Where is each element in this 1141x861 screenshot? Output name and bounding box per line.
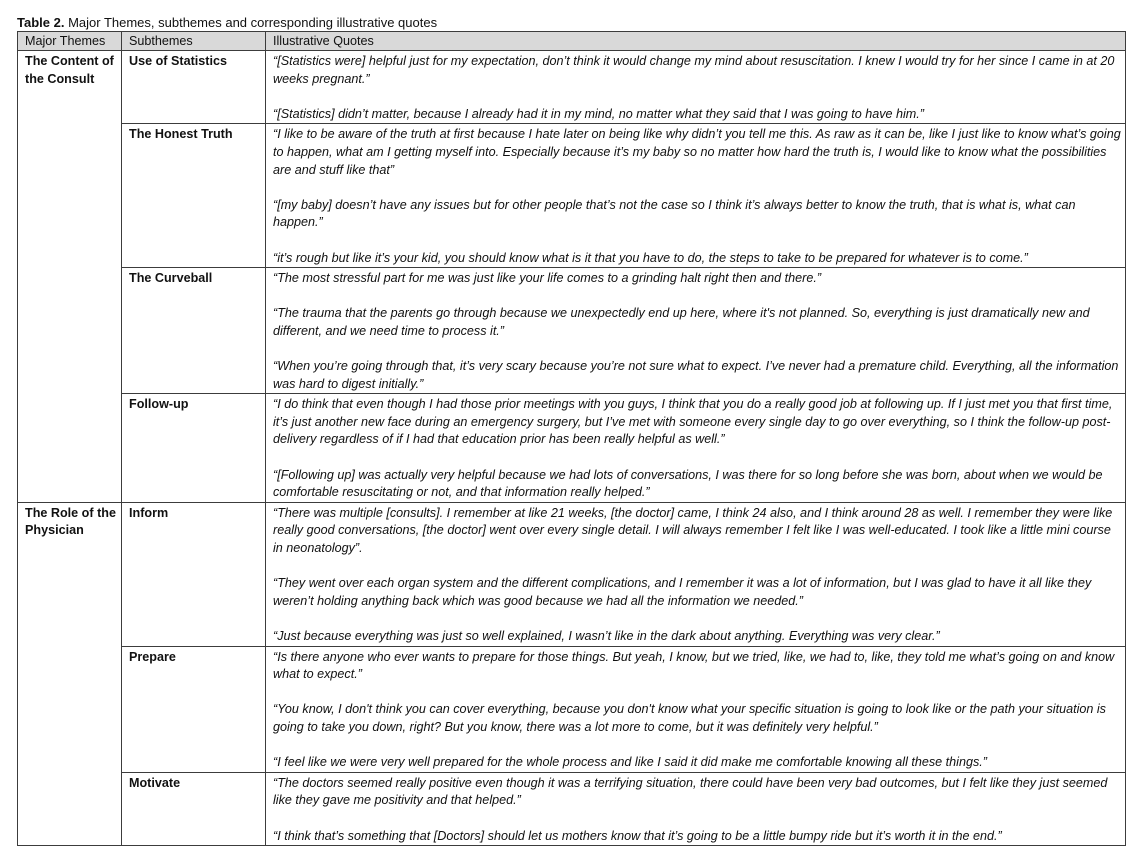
illustrative-quote: “I think that’s something that [Doctors] should let us mothers know that it’s going to be a little bumpy ride but it’s worth it in the end.”	[273, 828, 1002, 843]
illustrative-quote: “There was multiple [consults]. I remember at like 21 weeks, [the doctor] came, I think 24 also, and I think around 28 as well. I remember they were like really good conversations, [the doctor] went over every single detail. I will always remember I felt like I was well-educated. I took like a little mini course in neonatology”.	[273, 505, 1113, 556]
illustrative-quote: “[Statistics were] helpful just for my expectation, don’t think it would change my mind about resuscitation. I knew I would try for her since I came in at 20 weeks pregnant.”	[273, 54, 1115, 86]
illustrative-quote: “I like to be aware of the truth at first because I hate later on being like why didn’t you tell me this. As raw as it can be, like I just like to know what’s going to happen, what am I getting myself into. Especially because it’s my baby so no matter how hard the truth is, I would like to know what the possibilities are and stuff like that”	[273, 127, 1121, 177]
subtheme-cell: The Honest Truth	[122, 124, 266, 268]
table-row	[18, 394, 1126, 503]
quotes-cell	[266, 772, 1126, 845]
quotes-cell	[266, 51, 1126, 124]
table-body	[18, 51, 1126, 846]
illustrative-quote: “it’s rough but like it’s your kid, you should know what is it that you have to do, the steps to take to be prepared for whatever is to come.”	[273, 250, 1028, 265]
header-subthemes: Subthemes	[122, 32, 266, 51]
subtheme-cell: The Curveball	[122, 268, 266, 394]
themes-table	[17, 31, 1126, 846]
illustrative-quote: “You know, I don't think you can cover everything, because you don't know what your specific situation is going to look like or the path your situation is going to take you down, right? But you know, there was a lot more to come, but it was definitely very helpful.”	[273, 702, 1106, 734]
quotes-cell	[266, 502, 1126, 646]
subtheme-cell: Inform	[122, 502, 266, 646]
quotes-cell	[266, 394, 1126, 503]
table-header-row	[18, 32, 1126, 51]
quotes-cell	[266, 268, 1126, 394]
illustrative-quote: “They went over each organ system and the different complications, and I remember it was a lot of information, but I was glad to have it all like they weren’t holding anything back which was good because we had all the information we needed.”	[273, 576, 1092, 608]
subtheme-cell: Follow-up	[122, 394, 266, 503]
illustrative-quote: “I feel like we were very well prepared for the whole process and like I said it did make me comfortable knowing all these things.”	[273, 755, 987, 770]
illustrative-quote: “The trauma that the parents go through because we unexpectedly end up here, where it's not planned. So, everything is just dramatically new and different, and we need time to process it.”	[273, 306, 1090, 338]
illustrative-quote: “The doctors seemed really positive even though it was a terrifying situation, there could have been very bad outcomes, but I felt like they just seemed like they gave me positivity and that helped.”	[273, 775, 1108, 808]
illustrative-quote: “Just because everything was just so well explained, I wasn’t like in the dark about anything. Everything was very clear.”	[273, 629, 940, 643]
subtheme-cell: Prepare	[122, 646, 266, 772]
illustrative-quote: “Is there anyone who ever wants to prepare for those things. But yeah, I know, but we tried, like, we had to, like, they told me what’s going on and know what to expect.”	[273, 649, 1115, 682]
table-row	[18, 51, 1126, 124]
table-caption-label: Table 2.	[17, 15, 65, 30]
table-row	[18, 502, 1126, 646]
illustrative-quote: “[Statistics] didn’t matter, because I already had it in my mind, no matter what they said that I was going to have him.”	[273, 106, 924, 121]
subtheme-cell: Motivate	[122, 772, 266, 845]
subtheme-cell: Use of Statistics	[122, 51, 266, 124]
illustrative-quote: “When you’re going through that, it’s very scary because you’re not sure what to expect. I’ve never had a premature child. Everything, all the information was hard to digest initially.”	[273, 359, 1119, 391]
table-row	[18, 124, 1126, 268]
illustrative-quote: “I do think that even though I had those prior meetings with you guys, I think that you do a really good job at following up. If I just met you that first time, it’s just another new face during an emergency surgery, but I’ve met with someone every single day to go over everything, so I think the follow-up post-delivery regardless of if I had that education prior has been really helpful as well.”	[273, 397, 1113, 447]
table-row	[18, 268, 1126, 394]
major-theme-cell: The Role of the Physician	[18, 502, 122, 845]
header-illustrative-quotes: Illustrative Quotes	[266, 32, 1126, 51]
quotes-cell	[266, 646, 1126, 772]
illustrative-quote: “[my baby] doesn’t have any issues but for other people that’s not the case so I think it’s always better to know the truth, that is what is, what can happen.”	[273, 197, 1076, 230]
table-caption	[17, 14, 1141, 31]
table-row	[18, 772, 1126, 845]
illustrative-quote: “The most stressful part for me was just like your life comes to a grinding halt right then and there.”	[273, 271, 822, 286]
quotes-cell	[266, 124, 1126, 268]
table-caption-text: Major Themes, subthemes and corresponding illustrative quotes	[64, 15, 438, 30]
illustrative-quote: “[Following up] was actually very helpful because we had lots of conversations, I was there for so long before she was born, about when we would be comfortable resuscitating or not, and that information really helped.”	[273, 467, 1103, 500]
major-theme-cell: The Content of the Consult	[18, 51, 122, 503]
table-row	[18, 646, 1126, 772]
header-major-themes: Major Themes	[18, 32, 122, 51]
